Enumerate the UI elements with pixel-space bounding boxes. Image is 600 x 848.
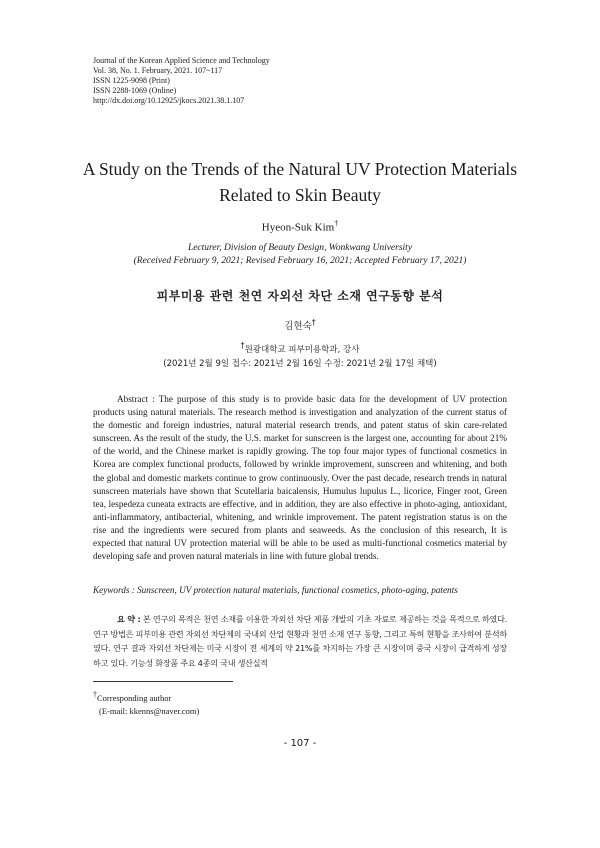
abstract-en-text: The purpose of this study is to provide basic data for the development of UV protection products using natural materials. The research method is investigation and analyzation of the current status of the domestic and foreign industries, natural material research trends, and patent status of skin care-related sunscreen. As the result of the study, the U.S. market for sunscreen is the largest one, accounting for about 21% of the world, and the Chinese market is rapidly growing. The top four major types of functional cosmetics in Korea are complex functional products, followed by wrinkle improvement, sunscreen and whitening, and both the global and domestic markets continue to grow continuously. Over the past decade, research trends in natural sunscreen materials have shown that Scutellaria baicalensis, Humulus lupulus L., licorice, Finger root, Green tea, lespedeza cuneata extracts are effective, and in addition, they are also effective in photo-aging, antioxidant, anti-inflammatory, antibacterial, whitening, and wrinkle improvement. The patent registration status is on the rise and the ingredients were secured from plants and seaweeds. As the conclusion of this research, It is expected that natural UV protection material will be able to be used as multi-functional cosmetics material by developing safe and proven natural materials in line with future global trends.: [93, 394, 507, 562]
author-ko: [0, 318, 600, 332]
affiliation-en-line1: Lecturer, Division of Beauty Design, Wonkwang University: [187, 243, 413, 253]
affiliation-ko: [0, 339, 600, 371]
paper-title-en: [60, 156, 540, 208]
abstract-en-label: Abstract :: [117, 394, 155, 404]
title-en-line2: Related to Skin Beauty: [219, 185, 381, 205]
issn-print: ISSN 1225-9098 (Print): [93, 76, 170, 85]
author-ko-mark: †: [311, 318, 316, 327]
affiliation-ko-line1: [0, 339, 600, 357]
journal-name: Journal of the Korean Applied Science and Technology: [93, 56, 270, 65]
abstract-en: [93, 393, 507, 563]
affiliation-ko-mark: †: [240, 341, 245, 350]
received-dates-ko: (2021년 2월 9일 접수: 2021년 2월 16일 수정: 2021년 2월 17일 채택): [163, 358, 437, 369]
page-number: - 107 -: [283, 738, 317, 749]
title-en-line1: A Study on the Trends of the Natural UV Protection Materials: [82, 159, 518, 179]
footnote-label: Corresponding author: [97, 692, 172, 703]
footnote: [93, 688, 199, 718]
author-email: (E-mail: kkenns@naver.com): [99, 705, 200, 716]
corresponding-author: [93, 688, 199, 705]
author-en: [0, 219, 600, 234]
doi-link[interactable]: http://dx.doi.org/10.12925/jkocs.2021.38.1.107: [93, 96, 245, 105]
abstract-ko: [93, 612, 507, 670]
affiliation-ko-text: 원광대학교 피부미용학과, 강사: [244, 344, 360, 355]
author-ko-name: 김현숙: [284, 321, 312, 333]
affiliation-en: [0, 242, 600, 268]
keywords-label: Keywords :: [93, 585, 135, 595]
author-en-name: Hyeon-Suk Kim: [261, 221, 335, 234]
journal-volume: Vol. 38, No. 1. February, 2021. 107~117: [93, 66, 223, 75]
received-dates-en: (Received February 9, 2021; Revised February 16, 2021; Accepted February 17, 2021): [133, 256, 467, 266]
keywords-text: Sunscreen, UV protection natural materials, functional cosmetics, photo-aging, patents: [137, 585, 458, 595]
footnote-divider: [93, 681, 233, 682]
keywords: [93, 584, 507, 597]
abstract-ko-label: 요 약 :: [117, 614, 141, 624]
author-en-mark: †: [334, 219, 339, 228]
footnote-mark: †: [93, 690, 97, 699]
issn-online: ISSN 2288-1069 (Online): [93, 86, 177, 95]
abstract-ko-text: 본 연구의 목적은 천연 소재를 이용한 자외선 차단 제품 개발의 기초 자료로 제공하는 것을 목적으로 하였다. 연구 방법은 피부미용 관련 자외선 차단제의 국내외 산업 현황과 천연 소재 연구 동향, 그리고 특허 현황을 조사하여 분석하였다. 연구 결과 자외선 차단제는 미국 시장이 전 세계의 약 21%를 차지하는 가장 큰 시장이며 중국 시장이 급격하게 성장하고 있다. 기능성 화장품 주요 4종의 국내 생산실적: [93, 614, 507, 668]
journal-info: [93, 56, 270, 106]
paper-title-ko: 피부미용 관련 천연 자외선 차단 소재 연구동향 분석: [156, 289, 444, 303]
